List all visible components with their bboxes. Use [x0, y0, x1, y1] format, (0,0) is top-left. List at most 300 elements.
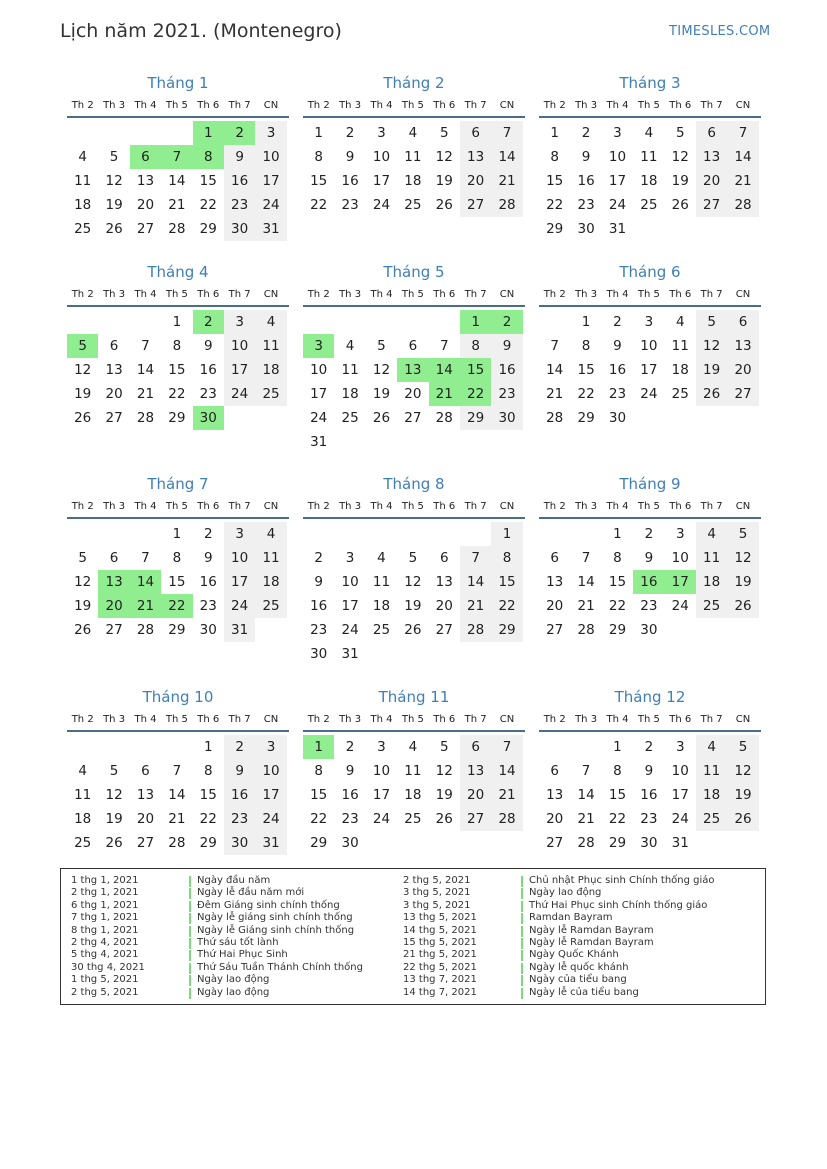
day-cell[interactable]: 4 — [644, 125, 654, 141]
day-cell[interactable]: 11 — [255, 546, 286, 570]
day-cell[interactable]: 14 — [168, 787, 186, 803]
holiday-day-cell[interactable]: 14 — [130, 570, 161, 594]
day-cell[interactable]: 25 — [696, 807, 727, 831]
day-cell[interactable]: 2 — [644, 526, 654, 542]
day-cell[interactable]: 29 — [199, 221, 217, 237]
day-cell[interactable]: 10 — [372, 149, 391, 165]
day-cell[interactable]: 5 — [696, 310, 727, 334]
day-cell[interactable]: 8 — [314, 763, 323, 779]
day-cell[interactable]: 6 — [460, 121, 491, 145]
day-cell[interactable]: 31 — [341, 646, 359, 662]
day-cell[interactable]: 17 — [671, 787, 689, 803]
day-cell[interactable]: 5 — [109, 763, 119, 779]
day-cell[interactable]: 16 — [577, 173, 595, 189]
day-cell[interactable]: 14 — [546, 362, 564, 378]
day-cell[interactable]: 20 — [696, 169, 727, 193]
day-cell[interactable]: 21 — [136, 386, 155, 402]
day-cell[interactable]: 22 — [310, 197, 328, 213]
day-cell[interactable]: 16 — [310, 598, 328, 614]
day-cell[interactable]: 29 — [546, 221, 564, 237]
day-cell[interactable]: 26 — [372, 410, 391, 426]
day-cell[interactable]: 4 — [408, 125, 418, 141]
day-cell[interactable]: 15 — [310, 173, 328, 189]
day-cell[interactable]: 8 — [613, 763, 622, 779]
day-cell[interactable]: 29 — [460, 406, 491, 430]
day-cell[interactable]: 17 — [310, 386, 328, 402]
day-cell[interactable]: 3 — [377, 125, 386, 141]
day-cell[interactable]: 19 — [696, 358, 727, 382]
day-cell[interactable]: 30 — [310, 646, 328, 662]
day-cell[interactable]: 1 — [172, 526, 182, 542]
day-cell[interactable]: 9 — [644, 550, 654, 566]
day-cell[interactable]: 28 — [460, 618, 491, 642]
day-cell[interactable]: 11 — [74, 173, 92, 189]
day-cell[interactable]: 17 — [341, 598, 359, 614]
holiday-day-cell[interactable]: 14 — [429, 358, 460, 382]
day-cell[interactable]: 30 — [491, 406, 522, 430]
day-cell[interactable]: 21 — [491, 783, 522, 807]
holiday-day-cell[interactable]: 16 — [633, 570, 664, 594]
holiday-day-cell[interactable]: 2 — [224, 121, 255, 145]
day-cell[interactable]: 20 — [404, 386, 422, 402]
day-cell[interactable]: 16 — [341, 173, 359, 189]
day-cell[interactable]: 15 — [168, 574, 186, 590]
day-cell[interactable]: 6 — [109, 550, 119, 566]
day-cell[interactable]: 18 — [74, 811, 92, 827]
day-cell[interactable]: 24 — [640, 386, 658, 402]
day-cell[interactable]: 15 — [310, 787, 328, 803]
day-cell[interactable]: 24 — [608, 197, 627, 213]
day-cell[interactable]: 13 — [460, 145, 491, 169]
day-cell[interactable]: 10 — [224, 334, 255, 358]
day-cell[interactable]: 13 — [460, 759, 491, 783]
day-cell[interactable]: 7 — [550, 338, 559, 354]
day-cell[interactable]: 15 — [608, 787, 627, 803]
day-cell[interactable]: 2 — [581, 125, 591, 141]
day-cell[interactable]: 27 — [460, 193, 491, 217]
day-cell[interactable]: 19 — [435, 173, 453, 189]
day-cell[interactable]: 26 — [671, 197, 689, 213]
day-cell[interactable]: 21 — [546, 386, 564, 402]
day-cell[interactable]: 11 — [696, 546, 727, 570]
day-cell[interactable]: 24 — [372, 197, 391, 213]
day-cell[interactable]: 3 — [255, 735, 286, 759]
day-cell[interactable]: 19 — [105, 197, 123, 213]
day-cell[interactable]: 12 — [435, 763, 453, 779]
day-cell[interactable]: 10 — [310, 362, 328, 378]
day-cell[interactable]: 12 — [105, 787, 123, 803]
day-cell[interactable]: 29 — [310, 835, 328, 851]
day-cell[interactable]: 20 — [727, 358, 758, 382]
day-cell[interactable]: 27 — [435, 622, 453, 638]
day-cell[interactable]: 7 — [727, 121, 758, 145]
day-cell[interactable]: 23 — [491, 382, 522, 406]
day-cell[interactable]: 10 — [255, 759, 286, 783]
day-cell[interactable]: 27 — [136, 835, 155, 851]
day-cell[interactable]: 20 — [546, 598, 564, 614]
day-cell[interactable]: 18 — [255, 570, 286, 594]
holiday-day-cell[interactable]: 13 — [98, 570, 129, 594]
day-cell[interactable]: 28 — [727, 193, 758, 217]
day-cell[interactable]: 13 — [105, 362, 123, 378]
day-cell[interactable]: 27 — [105, 410, 123, 426]
day-cell[interactable]: 26 — [727, 807, 758, 831]
holiday-day-cell[interactable]: 30 — [193, 406, 224, 430]
day-cell[interactable]: 8 — [613, 550, 622, 566]
day-cell[interactable]: 12 — [105, 173, 123, 189]
day-cell[interactable]: 31 — [310, 434, 328, 450]
day-cell[interactable]: 14 — [727, 145, 758, 169]
day-cell[interactable]: 8 — [314, 149, 323, 165]
day-cell[interactable]: 1 — [613, 739, 622, 755]
day-cell[interactable]: 24 — [255, 807, 286, 831]
day-cell[interactable]: 7 — [172, 763, 182, 779]
day-cell[interactable]: 24 — [341, 622, 359, 638]
day-cell[interactable]: 10 — [671, 763, 689, 779]
day-cell[interactable]: 2 — [345, 739, 355, 755]
day-cell[interactable]: 24 — [671, 811, 689, 827]
day-cell[interactable]: 10 — [671, 550, 689, 566]
holiday-day-cell[interactable]: 1 — [460, 310, 491, 334]
day-cell[interactable]: 19 — [105, 811, 123, 827]
day-cell[interactable]: 28 — [435, 410, 453, 426]
holiday-day-cell[interactable]: 1 — [303, 735, 334, 759]
day-cell[interactable]: 23 — [341, 197, 359, 213]
day-cell[interactable]: 7 — [581, 550, 591, 566]
day-cell[interactable]: 3 — [255, 121, 286, 145]
day-cell[interactable]: 11 — [404, 763, 422, 779]
day-cell[interactable]: 30 — [577, 221, 595, 237]
day-cell[interactable]: 8 — [172, 338, 182, 354]
day-cell[interactable]: 6 — [550, 550, 559, 566]
day-cell[interactable]: 2 — [345, 125, 355, 141]
day-cell[interactable]: 13 — [136, 787, 155, 803]
day-cell[interactable]: 22 — [608, 598, 627, 614]
day-cell[interactable]: 22 — [199, 811, 217, 827]
day-cell[interactable]: 22 — [168, 386, 186, 402]
day-cell[interactable]: 23 — [224, 193, 255, 217]
day-cell[interactable]: 20 — [460, 169, 491, 193]
day-cell[interactable]: 25 — [74, 221, 92, 237]
day-cell[interactable]: 25 — [255, 594, 286, 618]
day-cell[interactable]: 17 — [608, 173, 627, 189]
holiday-day-cell[interactable]: 21 — [429, 382, 460, 406]
day-cell[interactable]: 12 — [671, 149, 689, 165]
day-cell[interactable]: 13 — [136, 173, 155, 189]
day-cell[interactable]: 6 — [550, 763, 559, 779]
day-cell[interactable]: 7 — [460, 546, 491, 570]
day-cell[interactable]: 13 — [696, 145, 727, 169]
day-cell[interactable]: 18 — [74, 197, 92, 213]
day-cell[interactable]: 3 — [613, 125, 622, 141]
day-cell[interactable]: 10 — [640, 338, 658, 354]
day-cell[interactable]: 1 — [491, 522, 522, 546]
day-cell[interactable]: 14 — [136, 362, 155, 378]
day-cell[interactable]: 4 — [255, 310, 286, 334]
day-cell[interactable]: 12 — [696, 334, 727, 358]
day-cell[interactable]: 18 — [372, 598, 391, 614]
day-cell[interactable]: 5 — [408, 550, 418, 566]
day-cell[interactable]: 20 — [546, 811, 564, 827]
day-cell[interactable]: 28 — [136, 622, 155, 638]
day-cell[interactable]: 6 — [696, 121, 727, 145]
day-cell[interactable]: 15 — [608, 574, 627, 590]
day-cell[interactable]: 31 — [255, 831, 286, 855]
day-cell[interactable]: 28 — [546, 410, 564, 426]
day-cell[interactable]: 11 — [255, 334, 286, 358]
day-cell[interactable]: 6 — [109, 338, 119, 354]
day-cell[interactable]: 4 — [696, 522, 727, 546]
day-cell[interactable]: 11 — [640, 149, 658, 165]
day-cell[interactable]: 29 — [491, 618, 522, 642]
day-cell[interactable]: 24 — [224, 594, 255, 618]
day-cell[interactable]: 21 — [460, 594, 491, 618]
day-cell[interactable]: 6 — [439, 550, 449, 566]
day-cell[interactable]: 10 — [255, 145, 286, 169]
day-cell[interactable]: 11 — [341, 362, 359, 378]
day-cell[interactable]: 15 — [199, 173, 217, 189]
day-cell[interactable]: 1 — [550, 125, 559, 141]
day-cell[interactable]: 28 — [168, 835, 186, 851]
day-cell[interactable]: 12 — [435, 149, 453, 165]
day-cell[interactable]: 24 — [372, 811, 391, 827]
day-cell[interactable]: 23 — [341, 811, 359, 827]
day-cell[interactable]: 25 — [671, 386, 689, 402]
day-cell[interactable]: 22 — [608, 811, 627, 827]
day-cell[interactable]: 13 — [546, 574, 564, 590]
day-cell[interactable]: 6 — [460, 735, 491, 759]
day-cell[interactable]: 16 — [199, 574, 217, 590]
day-cell[interactable]: 5 — [439, 739, 449, 755]
day-cell[interactable]: 14 — [491, 145, 522, 169]
day-cell[interactable]: 4 — [696, 735, 727, 759]
holiday-day-cell[interactable]: 1 — [193, 121, 224, 145]
day-cell[interactable]: 4 — [377, 550, 386, 566]
day-cell[interactable]: 21 — [727, 169, 758, 193]
day-cell[interactable]: 29 — [199, 835, 217, 851]
day-cell[interactable]: 25 — [696, 594, 727, 618]
day-cell[interactable]: 15 — [168, 362, 186, 378]
day-cell[interactable]: 8 — [203, 763, 213, 779]
day-cell[interactable]: 20 — [460, 783, 491, 807]
day-cell[interactable]: 27 — [136, 221, 155, 237]
day-cell[interactable]: 16 — [199, 362, 217, 378]
day-cell[interactable]: 10 — [608, 149, 627, 165]
day-cell[interactable]: 7 — [581, 763, 591, 779]
day-cell[interactable]: 8 — [550, 149, 559, 165]
day-cell[interactable]: 25 — [404, 811, 422, 827]
day-cell[interactable]: 30 — [608, 410, 627, 426]
day-cell[interactable]: 26 — [74, 622, 92, 638]
day-cell[interactable]: 18 — [404, 787, 422, 803]
day-cell[interactable]: 10 — [372, 763, 391, 779]
day-cell[interactable]: 17 — [372, 173, 391, 189]
holiday-day-cell[interactable]: 22 — [161, 594, 192, 618]
day-cell[interactable]: 26 — [74, 410, 92, 426]
day-cell[interactable]: 28 — [136, 410, 155, 426]
day-cell[interactable]: 2 — [613, 314, 622, 330]
day-cell[interactable]: 14 — [460, 570, 491, 594]
day-cell[interactable]: 8 — [172, 550, 182, 566]
day-cell[interactable]: 14 — [168, 173, 186, 189]
day-cell[interactable]: 8 — [460, 334, 491, 358]
day-cell[interactable]: 23 — [608, 386, 627, 402]
day-cell[interactable]: 8 — [491, 546, 522, 570]
day-cell[interactable]: 20 — [435, 598, 453, 614]
day-cell[interactable]: 14 — [577, 787, 595, 803]
day-cell[interactable]: 4 — [345, 338, 355, 354]
day-cell[interactable]: 3 — [675, 526, 685, 542]
day-cell[interactable]: 25 — [640, 197, 658, 213]
day-cell[interactable]: 12 — [74, 574, 92, 590]
day-cell[interactable]: 18 — [640, 173, 658, 189]
day-cell[interactable]: 21 — [168, 197, 186, 213]
day-cell[interactable]: 28 — [168, 221, 186, 237]
day-cell[interactable]: 19 — [74, 598, 92, 614]
holiday-day-cell[interactable]: 2 — [491, 310, 522, 334]
day-cell[interactable]: 23 — [640, 598, 658, 614]
day-cell[interactable]: 9 — [613, 338, 622, 354]
day-cell[interactable]: 22 — [577, 386, 595, 402]
day-cell[interactable]: 15 — [546, 173, 564, 189]
day-cell[interactable]: 25 — [372, 622, 391, 638]
day-cell[interactable]: 25 — [74, 835, 92, 851]
day-cell[interactable]: 7 — [141, 550, 150, 566]
day-cell[interactable]: 11 — [74, 787, 92, 803]
day-cell[interactable]: 4 — [675, 314, 685, 330]
day-cell[interactable]: 24 — [255, 193, 286, 217]
day-cell[interactable]: 21 — [168, 811, 186, 827]
day-cell[interactable]: 22 — [491, 594, 522, 618]
day-cell[interactable]: 3 — [377, 739, 386, 755]
day-cell[interactable]: 18 — [341, 386, 359, 402]
holiday-day-cell[interactable]: 6 — [130, 145, 161, 169]
day-cell[interactable]: 15 — [577, 362, 595, 378]
day-cell[interactable]: 3 — [675, 739, 685, 755]
day-cell[interactable]: 30 — [224, 217, 255, 241]
day-cell[interactable]: 23 — [310, 622, 328, 638]
day-cell[interactable]: 13 — [435, 574, 453, 590]
day-cell[interactable]: 9 — [581, 149, 591, 165]
day-cell[interactable]: 22 — [546, 197, 564, 213]
day-cell[interactable]: 12 — [74, 362, 92, 378]
day-cell[interactable]: 11 — [372, 574, 391, 590]
day-cell[interactable]: 23 — [199, 598, 217, 614]
day-cell[interactable]: 13 — [727, 334, 758, 358]
day-cell[interactable]: 26 — [404, 622, 422, 638]
day-cell[interactable]: 5 — [727, 522, 758, 546]
day-cell[interactable]: 29 — [577, 410, 595, 426]
day-cell[interactable]: 31 — [255, 217, 286, 241]
day-cell[interactable]: 13 — [546, 787, 564, 803]
day-cell[interactable]: 10 — [224, 546, 255, 570]
day-cell[interactable]: 5 — [109, 149, 119, 165]
day-cell[interactable]: 6 — [408, 338, 418, 354]
holiday-day-cell[interactable]: 15 — [460, 358, 491, 382]
day-cell[interactable]: 9 — [224, 145, 255, 169]
day-cell[interactable]: 26 — [727, 594, 758, 618]
day-cell[interactable]: 16 — [640, 787, 658, 803]
holiday-day-cell[interactable]: 3 — [303, 334, 334, 358]
day-cell[interactable]: 9 — [644, 763, 654, 779]
day-cell[interactable]: 6 — [727, 310, 758, 334]
day-cell[interactable]: 24 — [671, 598, 689, 614]
holiday-day-cell[interactable]: 22 — [460, 382, 491, 406]
day-cell[interactable]: 4 — [255, 522, 286, 546]
day-cell[interactable]: 26 — [105, 221, 123, 237]
day-cell[interactable]: 19 — [727, 570, 758, 594]
day-cell[interactable]: 11 — [404, 149, 422, 165]
day-cell[interactable]: 30 — [341, 835, 359, 851]
day-cell[interactable]: 2 — [203, 526, 213, 542]
day-cell[interactable]: 18 — [255, 358, 286, 382]
day-cell[interactable]: 4 — [78, 763, 87, 779]
brand-logo[interactable]: TIMESLES.COM — [669, 24, 771, 39]
day-cell[interactable]: 26 — [105, 835, 123, 851]
day-cell[interactable]: 1 — [613, 526, 622, 542]
holiday-day-cell[interactable]: 7 — [161, 145, 192, 169]
day-cell[interactable]: 14 — [577, 574, 595, 590]
day-cell[interactable]: 21 — [577, 598, 595, 614]
day-cell[interactable]: 17 — [224, 570, 255, 594]
day-cell[interactable]: 9 — [345, 763, 355, 779]
day-cell[interactable]: 14 — [491, 759, 522, 783]
holiday-day-cell[interactable]: 13 — [397, 358, 428, 382]
day-cell[interactable]: 25 — [255, 382, 286, 406]
day-cell[interactable]: 5 — [377, 338, 386, 354]
day-cell[interactable]: 1 — [314, 125, 323, 141]
day-cell[interactable]: 30 — [640, 835, 658, 851]
day-cell[interactable]: 17 — [640, 362, 658, 378]
day-cell[interactable]: 10 — [341, 574, 359, 590]
day-cell[interactable]: 31 — [671, 835, 689, 851]
day-cell[interactable]: 29 — [168, 622, 186, 638]
day-cell[interactable]: 12 — [727, 546, 758, 570]
day-cell[interactable]: 20 — [136, 197, 155, 213]
day-cell[interactable]: 15 — [491, 570, 522, 594]
day-cell[interactable]: 12 — [727, 759, 758, 783]
day-cell[interactable]: 17 — [372, 787, 391, 803]
day-cell[interactable]: 24 — [310, 410, 328, 426]
day-cell[interactable]: 19 — [372, 386, 391, 402]
day-cell[interactable]: 17 — [255, 169, 286, 193]
day-cell[interactable]: 16 — [608, 362, 627, 378]
day-cell[interactable]: 30 — [224, 831, 255, 855]
day-cell[interactable]: 19 — [404, 598, 422, 614]
day-cell[interactable]: 3 — [644, 314, 654, 330]
day-cell[interactable]: 30 — [199, 622, 217, 638]
day-cell[interactable]: 19 — [727, 783, 758, 807]
holiday-day-cell[interactable]: 21 — [130, 594, 161, 618]
day-cell[interactable]: 27 — [727, 382, 758, 406]
holiday-day-cell[interactable]: 8 — [193, 145, 224, 169]
day-cell[interactable]: 16 — [224, 169, 255, 193]
day-cell[interactable]: 25 — [404, 197, 422, 213]
day-cell[interactable]: 1 — [203, 739, 213, 755]
day-cell[interactable]: 1 — [581, 314, 591, 330]
holiday-day-cell[interactable]: 17 — [665, 570, 696, 594]
day-cell[interactable]: 22 — [199, 197, 217, 213]
day-cell[interactable]: 31 — [608, 221, 627, 237]
day-cell[interactable]: 24 — [224, 382, 255, 406]
day-cell[interactable]: 23 — [224, 807, 255, 831]
day-cell[interactable]: 2 — [644, 739, 654, 755]
day-cell[interactable]: 15 — [199, 787, 217, 803]
day-cell[interactable]: 26 — [435, 811, 453, 827]
day-cell[interactable]: 19 — [435, 787, 453, 803]
day-cell[interactable]: 22 — [310, 811, 328, 827]
day-cell[interactable]: 18 — [671, 362, 689, 378]
